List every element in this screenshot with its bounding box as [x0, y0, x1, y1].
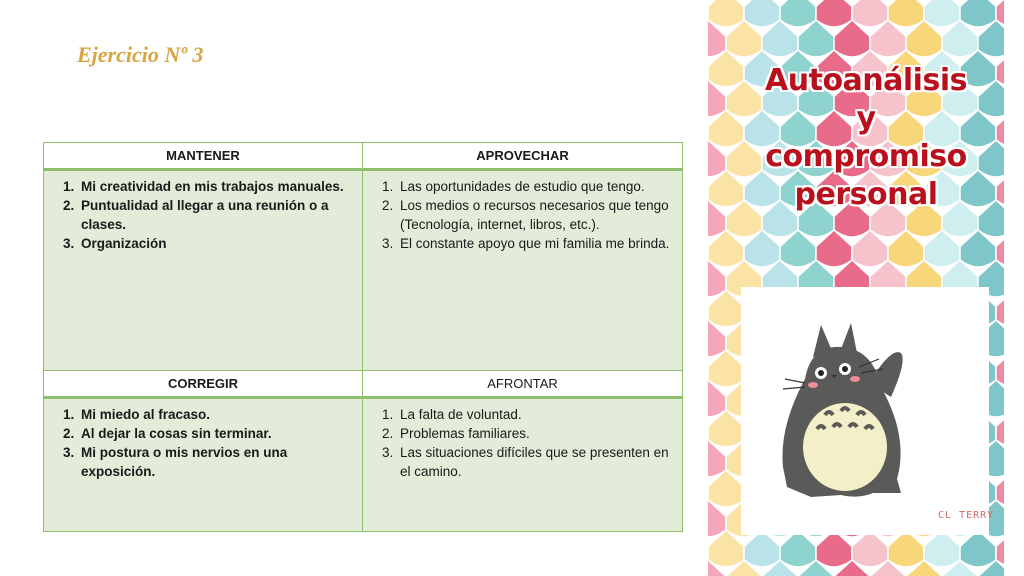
- list-item: 1. Mi creatividad en mis trabajos manuales.: [78, 177, 362, 196]
- list-item: 3. Organización: [78, 234, 362, 253]
- scale-tile: [744, 0, 780, 27]
- scale-tile: [888, 0, 924, 27]
- list-item: 3. Mi postura o mis nervios en una exposición.: [78, 443, 362, 481]
- totoro-belly: [803, 403, 887, 491]
- corregir-list: [44, 405, 362, 481]
- list-item: 1. La falta de voluntad.: [397, 405, 682, 424]
- afrontar-list: [363, 405, 682, 481]
- afrontar-header: AFRONTAR: [363, 371, 683, 398]
- list-item: 2. Puntualidad al llegar a una reunión o a clases.: [78, 196, 362, 234]
- afrontar-cell: [363, 398, 683, 532]
- mantener-header: MANTENER: [44, 143, 363, 170]
- totoro-pupil-right: [842, 366, 848, 372]
- exercise-title: Ejercicio Nº 3: [77, 42, 204, 67]
- corregir-cell: [44, 398, 363, 532]
- mantener-list: [44, 177, 362, 253]
- panel-title-line: personal: [794, 177, 938, 212]
- aprovechar-list: [363, 177, 682, 253]
- scale-tile: [960, 0, 996, 27]
- panel-title: [708, 62, 1024, 214]
- aprovechar-cell: [363, 170, 683, 371]
- panel-title-line: y: [856, 101, 876, 136]
- panel-title-line: Autoanálisis: [765, 63, 967, 98]
- list-item: 3. El constante apoyo que mi familia me brinda.: [397, 234, 682, 253]
- scale-tile: [780, 0, 816, 27]
- artist-signature: CL TERRY: [938, 510, 995, 521]
- list-item: 1. Las oportunidades de estudio que tengo.: [397, 177, 682, 196]
- totoro-cheek-left: [808, 382, 818, 388]
- mantener-cell: [44, 170, 363, 371]
- panel-title-line: compromiso: [765, 139, 967, 174]
- totoro-cheek-right: [850, 376, 860, 382]
- scale-tile: [924, 0, 960, 27]
- list-item: 2. Al dejar la cosas sin terminar.: [78, 424, 362, 443]
- scale-tile: [708, 0, 744, 27]
- list-item: 1. Mi miedo al fracaso.: [78, 405, 362, 424]
- list-item: 2. Los medios o recursos necesarios que tengo (Tecnología, internet, libros, etc.).: [397, 196, 682, 234]
- totoro-pupil-left: [818, 370, 824, 376]
- totoro-card: [741, 287, 989, 535]
- scale-tile: [852, 0, 888, 27]
- swot-table: [43, 142, 683, 532]
- corregir-header: CORREGIR: [44, 371, 363, 398]
- aprovechar-header: APROVECHAR: [363, 143, 683, 170]
- list-item: 3. Las situaciones difíciles que se presenten en el camino.: [397, 443, 682, 481]
- totoro-illustration: [741, 287, 989, 535]
- scale-tile: [816, 0, 852, 27]
- list-item: 2. Problemas familiares.: [397, 424, 682, 443]
